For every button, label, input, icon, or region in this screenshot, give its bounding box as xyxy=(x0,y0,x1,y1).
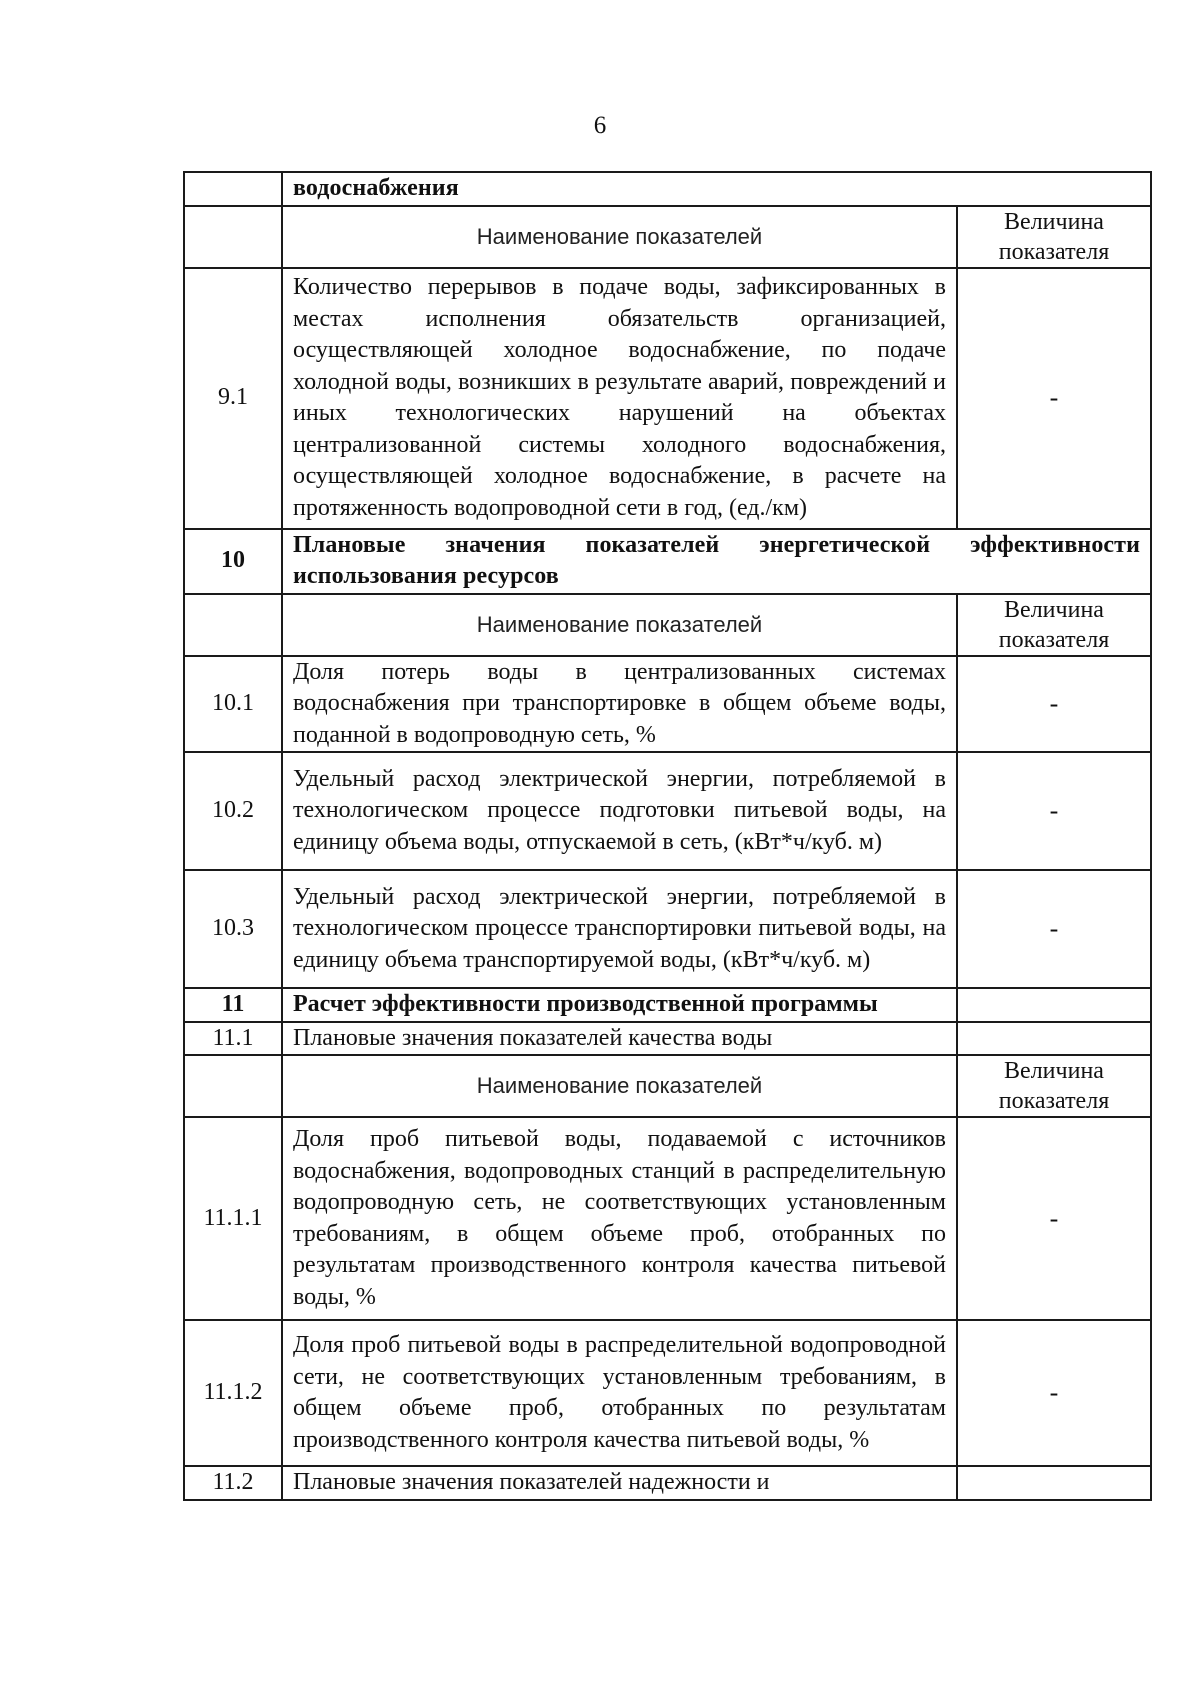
row-value: - xyxy=(957,656,1151,753)
section-row xyxy=(184,172,1151,206)
row-value: - xyxy=(957,752,1151,870)
row-number: 9.1 xyxy=(184,268,282,529)
table-row xyxy=(184,1320,1151,1466)
table-header-row xyxy=(184,206,1151,268)
header-num-cell xyxy=(184,1055,282,1117)
section-title: Плановые значения показателей энергетической эффективности использования ресурсов xyxy=(282,529,1151,594)
title-number: 11 xyxy=(184,988,282,1022)
table-row xyxy=(184,656,1151,753)
row-number: 10.2 xyxy=(184,752,282,870)
subtitle-row xyxy=(184,1466,1151,1500)
row-description: Количество перерывов в подаче воды, зафиксированных в местах исполнения обязательств организацией, осуществляющей холодное водоснабжение, по подаче холодной воды, возникших в результате аварий, повреждений и иных технологических нарушений на объектах централизованной системы холодного водоснабжения, осуществляющей холодное водоснабжение, в расчете на протяженность водопроводной сети в год, (ед./км) xyxy=(282,268,957,529)
table-header-row xyxy=(184,1055,1151,1117)
indicators-table xyxy=(183,171,1152,1501)
title-value-cell xyxy=(957,988,1151,1022)
row-value: - xyxy=(957,268,1151,529)
subtitle-text: Плановые значения показателей качества воды xyxy=(282,1022,957,1056)
header-num-cell xyxy=(184,206,282,268)
table-row xyxy=(184,268,1151,529)
header-name-cell: Наименование показателей xyxy=(282,1055,957,1117)
row-number: 11.1.1 xyxy=(184,1117,282,1320)
row-description: Доля проб питьевой воды в распределительной водопроводной сети, не соответствующих установленным требованиям, в общем объеме проб, отобранных по результатам производственного контроля качества питьевой воды, % xyxy=(282,1320,957,1466)
header-value-cell: Величина показателя xyxy=(957,594,1151,656)
title-row xyxy=(184,988,1151,1022)
table-row xyxy=(184,1117,1151,1320)
title-text: Расчет эффективности производственной программы xyxy=(282,988,957,1022)
row-number: 10.3 xyxy=(184,870,282,988)
row-description: Доля проб питьевой воды, подаваемой с источников водоснабжения, водопроводных станций в распределительную водопроводную сеть, не соответствующих установленным требованиям, в общем объеме проб, отобранных по результатам производственного контроля качества питьевой воды, % xyxy=(282,1117,957,1320)
row-number: 11.1.2 xyxy=(184,1320,282,1466)
header-num-cell xyxy=(184,594,282,656)
header-value-cell: Величина показателя xyxy=(957,1055,1151,1117)
subtitle-value-cell xyxy=(957,1466,1151,1500)
table-header-row xyxy=(184,594,1151,656)
section-row xyxy=(184,529,1151,594)
subtitle-number: 11.1 xyxy=(184,1022,282,1056)
table-row xyxy=(184,870,1151,988)
row-value: - xyxy=(957,1117,1151,1320)
header-name-cell: Наименование показателей xyxy=(282,594,957,656)
indicators-table-body xyxy=(184,172,1151,1500)
section-title: водоснабжения xyxy=(282,172,1151,206)
page-number: 6 xyxy=(593,112,607,139)
subtitle-text: Плановые значения показателей надежности и xyxy=(282,1466,957,1500)
table-row xyxy=(184,752,1151,870)
row-value: - xyxy=(957,1320,1151,1466)
section-number xyxy=(184,172,282,206)
row-description: Доля потерь воды в централизованных системах водоснабжения при транспортировке в общем объеме воды, поданной в водопроводную сеть, % xyxy=(282,656,957,753)
row-number: 10.1 xyxy=(184,656,282,753)
subtitle-number: 11.2 xyxy=(184,1466,282,1500)
row-description: Удельный расход электрической энергии, потребляемой в технологическом процессе подготовки питьевой воды, на единицу объема воды, отпускаемой в сеть, (кВт*ч/куб. м) xyxy=(282,752,957,870)
row-description: Удельный расход электрической энергии, потребляемой в технологическом процессе транспортировки питьевой воды, на единицу объема транспортируемой воды, (кВт*ч/куб. м) xyxy=(282,870,957,988)
header-value-cell: Величина показателя xyxy=(957,206,1151,268)
row-value: - xyxy=(957,870,1151,988)
subtitle-value-cell xyxy=(957,1022,1151,1056)
header-name-cell: Наименование показателей xyxy=(282,206,957,268)
section-number: 10 xyxy=(184,529,282,594)
subtitle-row xyxy=(184,1022,1151,1056)
